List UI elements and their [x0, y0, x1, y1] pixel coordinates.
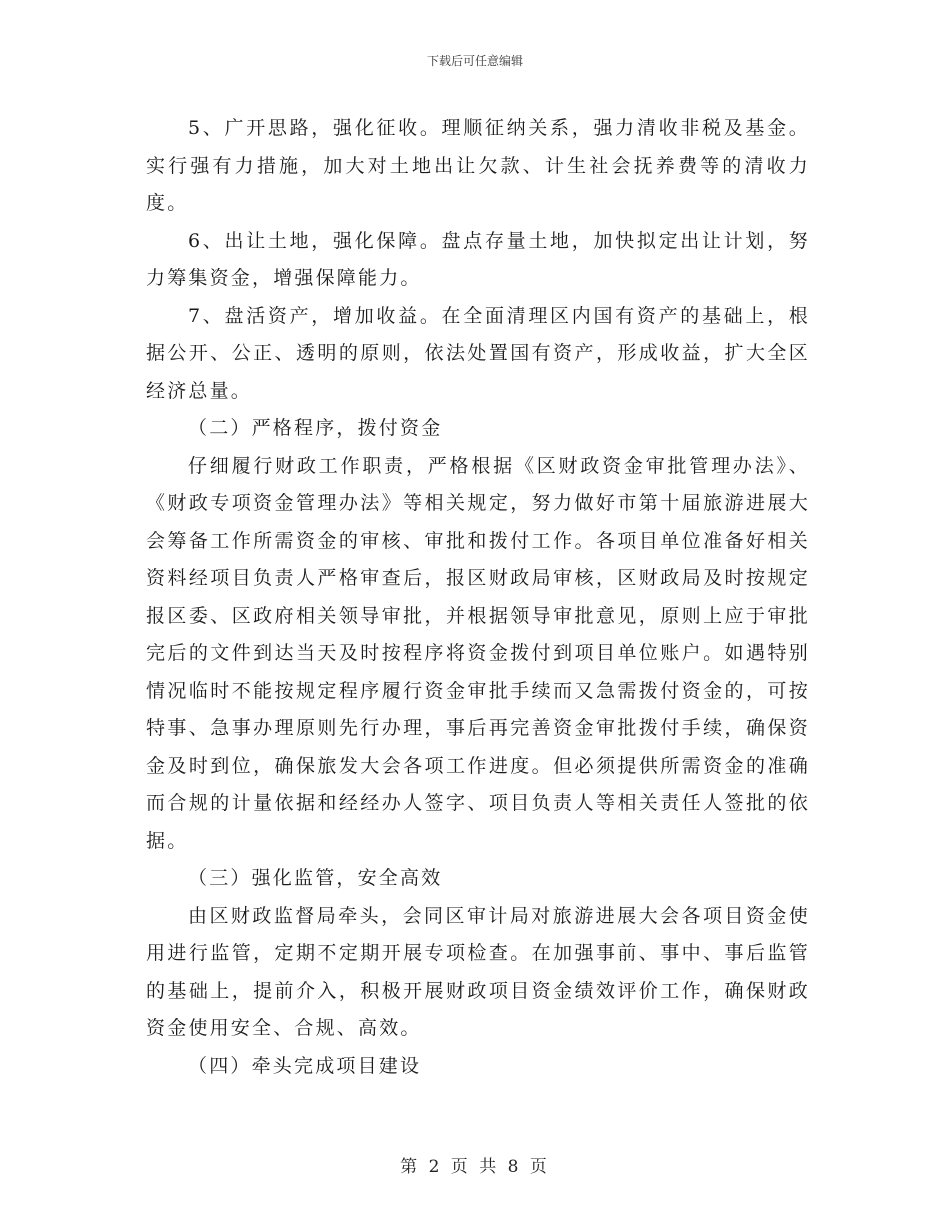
section-heading-3: （三）强化监管，安全高效: [188, 867, 443, 889]
section-heading-2: （二）严格程序，拨付资金: [188, 417, 443, 439]
paragraph-supervision: 由区财政监督局牵头，会同区审计局对旅游进展大会各项目资金使用进行监管，定期不定期开展专项检查。在加强事前、事中、事后监管的基础上，提前介入，积极开展财政项目资金绩效评价工作，确保财政资金使用安全、合规、高效。: [146, 904, 810, 1039]
page-header: 下载后可任意编辑: [426, 54, 523, 68]
page-number-footer: 第 2 页 共 8 页: [400, 1157, 550, 1177]
document-body: [146, 110, 810, 1085]
paragraph-funding-procedure: 仔细履行财政工作职责，严格根据《区财政资金审批管理办法》、《财政专项资金管理办法》等相关规定，努力做好市第十届旅游进展大会筹备工作所需资金的审核、审批和拨付工作。各项目单位准备好相关资料经项目负责人严格审查后，报区财政局审核，区财政局及时按规定报区委、区政府相关领导审批，并根据领导审批意见，原则上应于审批完后的文件到达当天及时按程序将资金拨付到项目单位账户。如遇特别情况临时不能按规定程序履行资金审批手续而又急需拨付资金的，可按特事、急事办理原则先行办理，事后再完善资金审批拨付手续，确保资金及时到位，确保旅发大会各项工作进度。但必须提供所需资金的准确而合规的计量依据和经经办人签字、项目负责人等相关责任人签批的依据。: [146, 454, 810, 852]
section-heading-4: （四）牵头完成项目建设: [188, 1054, 422, 1077]
paragraph-item-5: 5、广开思路，强化征收。理顺征纳关系，强力清收非税及基金。实行强有力措施，加大对土地出让欠款、计生社会抚养费等的清收力度。: [146, 117, 810, 214]
paragraph-item-7: 7、盘活资产，增加收益。在全面清理区内国有资产的基础上，根据公开、公正、透明的原则，依法处置国有资产，形成收益，扩大全区经济总量。: [146, 304, 810, 402]
paragraph-item-6: 6、出让土地，强化保障。盘点存量土地，加快拟定出让计划，努力筹集资金，增强保障能力。: [146, 229, 810, 289]
